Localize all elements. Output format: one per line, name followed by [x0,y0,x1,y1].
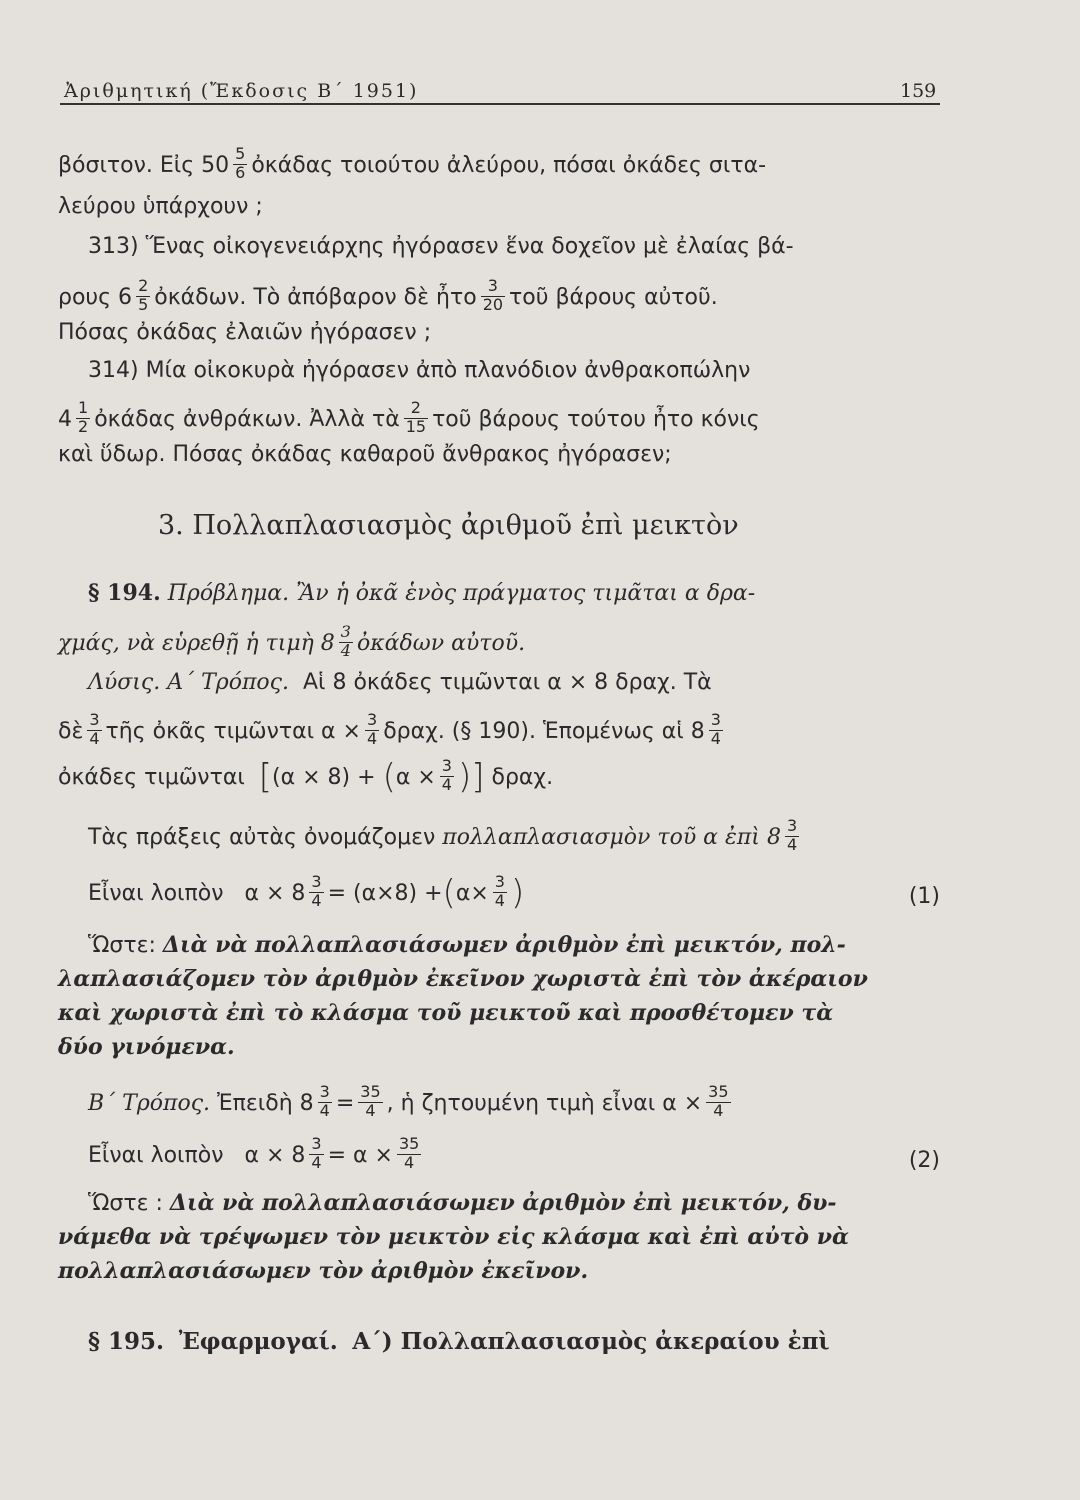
problem-314: 314) Μία οἰκοκυρὰ ἠγόρασεν ἀπὸ πλανόδιον ἀνθρακοπώλην [88,358,751,383]
text-line: Πόσας ὀκάδας ἐλαιῶν ἠγόρασεν ; [58,320,432,345]
fraction: $\frac{2}{15}$ [405,398,427,436]
fraction: $\frac{3}{4}$ [710,710,721,748]
fraction: $\frac{1}{2}$ [78,398,89,436]
fraction: $\frac{3}{4}$ [786,816,798,854]
equation-number: (2) [908,1148,940,1173]
rule-paragraph-1: Ὥστε: Διὰ νὰ πολλαπλασιάσωμεν ἀριθμὸν ἐπὶ μεικτόν, πολ- [88,932,846,958]
text-line: καὶ χωριστὰ ἐπὶ τὸ κλάσμα τοῦ μεικτοῦ καὶ προσθέτομεν τὰ [58,1000,834,1026]
fraction: $\frac{3}{4}$ [340,622,351,660]
fraction: $\frac{5}{6}$ [235,144,246,182]
equation-number: (1) [908,884,940,909]
section-heading: 3. Πολλαπλασιασμὸς ἀριθμοῦ ἐπὶ μεικτὸν [158,510,739,541]
text-line: νάμεθα νὰ τρέψωμεν τὸν μεικτὸν εἰς κλάσμα καὶ ἐπὶ αὐτὸ νὰ [58,1224,849,1250]
paragraph-195: § 195. Ἐφαρμογαί. Α΄) Πολλαπλασιασμὸς ἀκεραίου ἐπὶ [88,1328,830,1355]
method-b-line: Β΄ Τρόπος. Ἐπειδὴ 8 $\frac{3}{4}$ = $\frac{35}{4}$ , ἡ ζητουμένη τιμὴ εἶναι α × $\frac{35}{4}$ [88,1082,729,1120]
fraction: $\frac{3}{4}$ [441,756,452,794]
fraction: $\frac{35}{4}$ [398,1134,420,1172]
equation-1: Εἶναι λοιπὸν α × 8 $\frac{3}{4}$ = (α×8) +(α× $\frac{3}{4}$ ) [88,872,525,914]
running-header: Ἀριθμητική (Ἔκδοσις Β΄ 1951) [64,80,419,102]
paragraph-194: § 194. Πρόβλημα. Ἂν ἡ ὀκᾶ ἑνὸς πράγματος τιμᾶται α δρα- [88,580,756,606]
text-line: καὶ ὕδωρ. Πόσας ὀκάδας καθαροῦ ἄνθρακος ἠγόρασεν; [58,442,672,467]
text-line: βόσιτον. Εἰς 50 $\frac{5}{6}$ ὀκάδας τοιούτου ἀλεύρου, πόσαι ὀκάδες σιτα- [58,144,767,182]
equation-2: Εἶναι λοιπὸν α × 8 $\frac{3}{4}$ = α × $\frac{35}{4}$ [88,1134,420,1172]
fraction: $\frac{3}{4}$ [319,1082,330,1120]
rule-paragraph-2: Ὥστε : Διὰ νὰ πολλαπλασιάσωμεν ἀριθμὸν ἐπὶ μεικτόν, δυ- [88,1190,837,1216]
solution-line: Λύσις. Α΄ Τρόπος. Αἱ 8 ὀκάδες τιμῶνται α × 8 δραχ. Τὰ [88,670,712,695]
text-line: δύο γινόμενα. [58,1034,235,1060]
fraction: $\frac{35}{4}$ [360,1082,381,1120]
fraction: $\frac{35}{4}$ [708,1082,729,1120]
fraction: $\frac{3}{4}$ [89,710,100,748]
formula-line: ὀκάδες τιμῶνται [(α × 8) + (α × $\frac{3}{4}$ )] δραχ. [58,756,554,798]
page-number: 159 [900,80,937,102]
fraction: $\frac{2}{5}$ [138,276,149,314]
text-line: δὲ $\frac{3}{4}$ τῆς ὀκᾶς τιμῶνται α × $\frac{3}{4}$ δραχ. (§ 190). Ἑπομένως αἱ 8 $\frac{3}{4}$ [58,710,721,748]
fraction: $\frac{3}{4}$ [311,872,322,910]
text-line: χμάς, νὰ εὑρεθῇ ἡ τιμὴ 8 $\frac{3}{4}$ ὀκάδων αὐτοῦ. [58,622,526,660]
text-line: λαπλασιάζομεν τὸν ἀριθμὸν ἐκεῖνον χωριστὰ ἐπὶ τὸν ἀκέραιον [58,966,868,992]
fraction: $\frac{3}{4}$ [494,872,505,910]
text-line: Τὰς πράξεις αὐτὰς ὀνομάζομεν πολλαπλασιασμὸν τοῦ α ἐπὶ 8 $\frac{3}{4}$ [88,816,798,854]
text-line: 4 $\frac{1}{2}$ ὀκάδας ἀνθράκων. Ἀλλὰ τὰ $\frac{2}{15}$ τοῦ βάρους τούτου ἦτο κόνις [58,398,760,436]
problem-313: 313) Ἕνας οἰκογενειάρχης ἠγόρασεν ἕνα δοχεῖον μὲ ἐλαίας βά- [88,234,794,259]
header-rule [60,103,940,105]
fraction: $\frac{3}{4}$ [367,710,378,748]
text-line: λεύρου ὑπάρχουν ; [58,194,263,219]
fraction: $\frac{3}{20}$ [482,276,504,314]
text-line: πολλαπλασιάσωμεν τὸν ἀριθμὸν ἐκεῖνον. [58,1258,589,1284]
text-line: ρους 6 $\frac{2}{5}$ ὀκάδων. Τὸ ἀπόβαρον δὲ ἦτο $\frac{3}{20}$ τοῦ βάρους αὐτοῦ. [58,276,718,314]
fraction: $\frac{3}{4}$ [311,1134,322,1172]
